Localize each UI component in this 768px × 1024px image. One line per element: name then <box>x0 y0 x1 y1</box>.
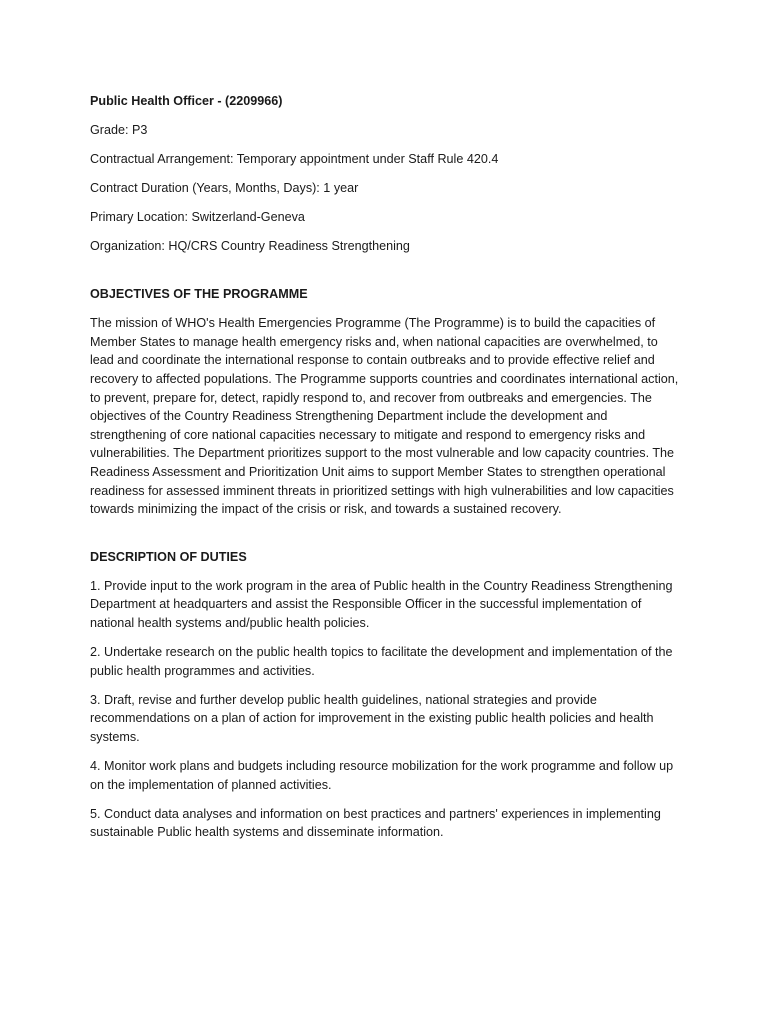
objectives-body: The mission of WHO's Health Emergencies Programme (The Programme) is to build the capacities of Member States to manage health emergency risks and, when national capacities are overwhelmed, to lead and coordinate the international response to contain outbreaks and to provide effective relief and recovery to affected populations. The Programme supports countries and coordinates international action, to prevent, prepare for, detect, rapidly respond to, and recover from outbreaks and emergencies. The objectives of the Country Readiness Strengthening Department include the development and strengthening of core national capacities necessary to mitigate and respond to emergency risks and vulnerabilities. The Department prioritizes support to the most vulnerable and low capacity countries. The Readiness Assessment and Prioritization Unit aims to support Member States to strengthen operational readiness for assessed imminent threats in prioritized settings with high vulnerabilities and low capacities towards minimizing the impact of the crisis or risk, and towards a sustained recovery. <box>90 316 679 517</box>
organization-field: Organization: HQ/CRS Country Readiness Strengthening <box>90 239 410 254</box>
duty-item-4: 4. Monitor work plans and budgets including resource mobilization for the work programme and follow up on the implementation of planned activities. <box>90 759 674 792</box>
duty-item-2: 2. Undertake research on the public health topics to facilitate the development and implementation of the public health programmes and activities. <box>90 645 673 678</box>
contract-duration-field: Contract Duration (Years, Months, Days): 1 year <box>90 181 359 196</box>
primary-location-field: Primary Location: Switzerland-Geneva <box>90 210 305 225</box>
duties-heading: DESCRIPTION OF DUTIES <box>90 549 247 564</box>
job-title: Public Health Officer - (2209966) <box>90 94 283 108</box>
duty-item-5: 5. Conduct data analyses and information on best practices and partners' experiences in implementing sustainable Public health systems and disseminate information. <box>90 806 661 840</box>
objectives-heading: OBJECTIVES OF THE PROGRAMME <box>90 287 308 302</box>
grade-field: Grade: P3 <box>90 123 148 138</box>
contractual-arrangement-field: Contractual Arrangement: Temporary appointment under Staff Rule 420.4 <box>90 152 499 167</box>
duty-item-1: 1. Provide input to the work program in the area of Public health in the Country Readiness Strengthening Department at headquarters and assist the Responsible Officer in the successful implementation of national health systems and/public health policies. <box>90 578 673 630</box>
document-page <box>90 92 680 852</box>
duty-item-3: 3. Draft, revise and further develop public health guidelines, national strategies and provide recommendations on a plan of action for improvement in the existing public health policies and health systems. <box>90 692 654 744</box>
